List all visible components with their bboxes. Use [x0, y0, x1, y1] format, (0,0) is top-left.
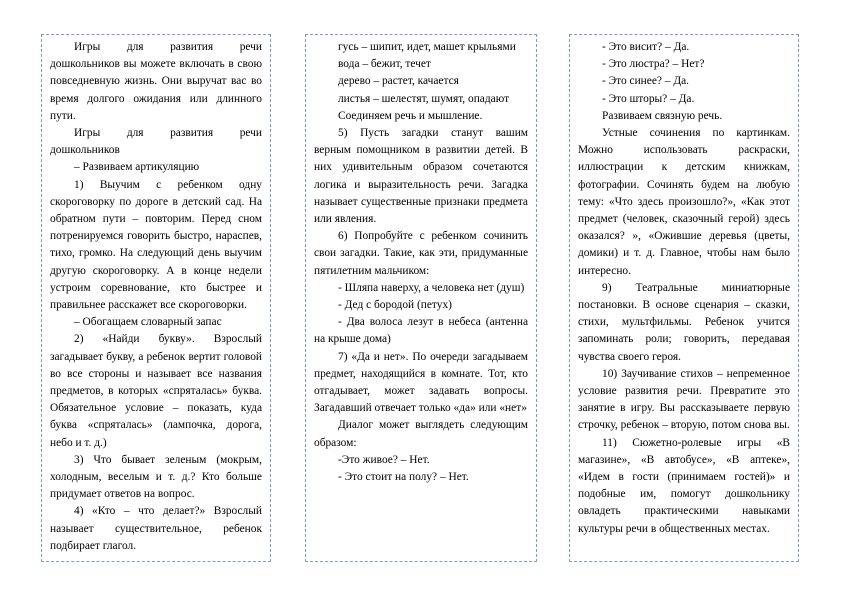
paragraph: Устные сочинения по картинкам. Можно использовать раскраски, иллюстрации к детским книжкам, фотографии. Сочинять будем на любую тему: «Что здесь произошло?», «Как этот предмет (человек, сказочный герой) здесь оказался? », «Ожившие деревья (цветы, домики) и т. д. Главное, чтобы нам было интересно.: [578, 127, 790, 277]
paragraph: 5) Пусть загадки станут вашим верным помощником в развитии детей. В них удивительным образом сочетаются логика и выразительность речи. Загадка называет существенные признаки предмета или явления.: [314, 127, 528, 226]
riddle-line: - Дед с бородой (петух): [338, 299, 452, 312]
paragraph: вода – бежит, течет: [338, 58, 431, 71]
paragraph: 6) Попробуйте с ребенком сочинить свои загадки. Такие, как эти, придуманные пятилетним мальчиком:: [314, 230, 528, 277]
subsection-heading: Соединяем речь и мышление.: [338, 109, 483, 122]
dialogue-line: - Это висит? – Да.: [602, 41, 690, 53]
dialogue-line: - Это люстра? – Нет?: [602, 58, 705, 71]
paragraph: 10) Заучивание стихов – непременное условие развития речи. Превратите это занятие в игру. Вы рассказываете первую строчку, ребенок – вторую, потом снова вы.: [578, 367, 790, 432]
leaflet-column-3: [569, 34, 799, 562]
paragraph: Диалог может выглядеть следующим образом:: [314, 419, 528, 449]
paragraph: гусь – шипит, идет, машет крыльями: [338, 41, 516, 53]
dialogue-line: - Это стоит на полу? – Нет.: [338, 471, 469, 484]
dialogue-line: - Это синее? – Да.: [602, 75, 690, 88]
leaflet-column-2: [305, 34, 537, 562]
paragraph: 11) Сюжетно-ролевые игры «В магазине», «В автобусе», «В аптеке», «Идем в гости (принимаем гостей)» и подобные им, помогут дошкольнику овладеть практическими навыками культуры речи в общественных местах.: [578, 436, 790, 535]
paragraph: 7) «Да и нет». По очереди загадываем предмет, находящийся в комнате. Тот, кто отгадывает, может задавать вопросы. Загадавший отвечает только «да» или «нет»: [314, 350, 528, 415]
dialogue-line: -Это живое? – Нет.: [338, 453, 430, 466]
paragraph: 2) «Найди букву». Взрослый загадывает букву, а ребенок вертит головой во все стороны и называет все названия предметов, в которых «спряталась» буква. Обязательное условие – показать, куда буква «спряталась» (лампочка, дорога, небо и т. д.): [50, 333, 262, 449]
dialogue-line: - Это шторы? – Да.: [602, 92, 695, 105]
paragraph: 4) «Кто – что делает?» Взрослый называет существительное, ребенок подбирает глагол.: [50, 505, 262, 552]
riddle-line: - Два волоса лезут в небеса (антенна на крыше дома): [314, 316, 528, 346]
paragraph: дерево – растет, качается: [338, 75, 459, 88]
leaflet-column-1: [41, 34, 271, 562]
paragraph: Игры для развития речи дошкольников вы можете включать в свою повседневную жизнь. Они выручат вас во время долгого ожидания или длинного пути.: [50, 41, 262, 122]
subsection-heading: Развиваем связную речь.: [602, 109, 723, 122]
paragraph: 3) Что бывает зеленым (мокрым, холодным, веселым и т. д.? Кто больше придумает ответов на вопрос.: [50, 453, 262, 501]
paragraph: 9) Театральные миниатюрные постановки. В основе сценария – сказки, стихи, мультфильмы. Ребенок учится запоминать роли; говорить, передавая чувства своего героя.: [578, 281, 790, 363]
subsection-heading: – Развиваем артикуляцию: [74, 161, 200, 174]
paragraph: 1) Выучим с ребенком одну скороговорку по дороге в детский сад. На обратном пути – повторим. Перед сном потренируемся говорить быстро, нараспев, тихо, громко. На следующий день выучим другую скороговорку. А в конце недели устроим соревнование, кто быстрее и правильнее расскажет все скороговорки.: [50, 178, 262, 312]
paragraph: листья – шелестят, шумят, опадают: [338, 92, 510, 105]
subsection-heading: – Обогащаем словарный запас: [74, 316, 222, 329]
riddle-line: - Шляпа наверху, а человека нет (душ): [338, 281, 525, 294]
section-heading: Игры для развития речи дошкольников: [50, 127, 262, 157]
